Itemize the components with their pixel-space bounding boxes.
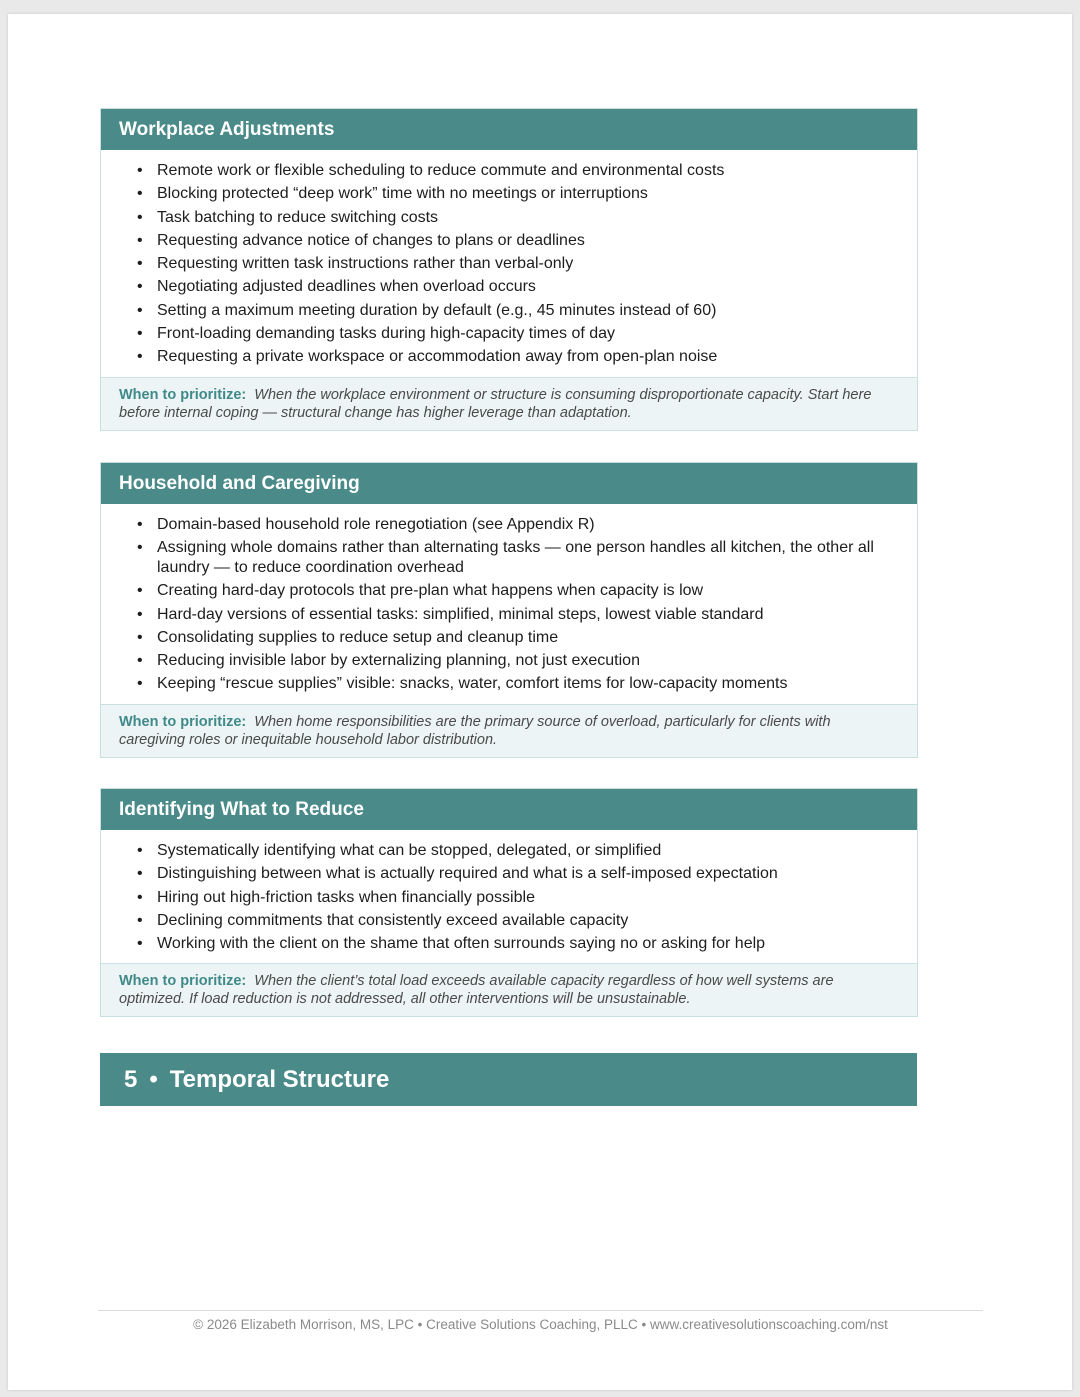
bullet-list [101, 830, 917, 963]
footer-divider [98, 1310, 983, 1311]
bullet-list [101, 150, 917, 377]
prioritize-note [101, 963, 917, 1016]
list-item-text: Consolidating supplies to reduce setup and cleanup time [157, 628, 559, 646]
bullet-icon: • [137, 516, 143, 533]
list-item [137, 345, 903, 368]
bullet-icon: • [137, 888, 143, 906]
section-number: 5 [124, 1066, 138, 1093]
list-item [137, 182, 903, 205]
bullet-icon: • [137, 628, 143, 646]
document-page [8, 14, 1072, 1390]
card-household-caregiving [100, 462, 918, 758]
prioritize-label: When to prioritize: [119, 973, 247, 990]
list-item-text: Distinguishing between what is actually required and what is a self-imposed expectation [157, 865, 778, 883]
bullet-icon: • [137, 935, 143, 953]
list-item [137, 322, 903, 345]
list-item-text: Systematically identifying what can be stopped, delegated, or simplified [157, 842, 662, 859]
list-item-text: Working with the client on the shame that often surrounds saying no or asking for help [157, 935, 766, 953]
list-item-text: Blocking protected “deep work” time with no meetings or interruptions [157, 185, 648, 203]
card-title: Identifying What to Reduce [101, 789, 917, 830]
list-item-text: Assigning whole domains rather than alternating tasks — one person handles all kitchen, the other all laundry — to reduce coordination overhead [157, 539, 874, 576]
list-item [137, 839, 903, 862]
list-item [137, 252, 903, 275]
bullet-icon: • [137, 278, 143, 296]
list-item [137, 579, 903, 602]
list-item [137, 603, 903, 626]
bullet-icon: • [137, 675, 143, 693]
bullet-icon: • [137, 325, 143, 343]
list-item-text: Setting a maximum meeting duration by default (e.g., 45 minutes instead of 60) [157, 301, 717, 319]
section-separator: • [149, 1066, 158, 1093]
card-workplace-adjustments [100, 108, 918, 431]
list-item-text: Task batching to reduce switching costs [157, 208, 439, 226]
prioritize-text: When the workplace environment or structure is consuming disproportionate capacity. Start here before internal coping — structural change has higher leverage than adaptation. [119, 386, 872, 421]
list-item [137, 626, 903, 649]
bullet-icon: • [137, 865, 143, 883]
card-identifying-what-to-reduce [100, 788, 918, 1017]
bullet-icon: • [137, 605, 143, 623]
list-item [137, 229, 903, 252]
bullet-list [101, 504, 917, 704]
section-title: Temporal Structure [169, 1066, 390, 1093]
list-item [137, 862, 903, 885]
prioritize-label: When to prioritize: [119, 713, 247, 730]
list-item-text: Domain-based household role renegotiation (see Appendix R) [157, 516, 595, 533]
bullet-icon: • [137, 348, 143, 366]
prioritize-note [101, 704, 917, 757]
list-item [137, 275, 903, 298]
bullet-icon: • [137, 231, 143, 249]
bullet-icon: • [137, 842, 143, 859]
bullet-icon: • [137, 208, 143, 226]
list-item-text: Front-loading demanding tasks during high-capacity times of day [157, 325, 616, 343]
list-item-text: Keeping “rescue supplies” visible: snacks, water, comfort items for low-capacity moments [157, 675, 788, 693]
bullet-icon: • [137, 652, 143, 670]
prioritize-text: When the client’s total load exceeds available capacity regardless of how well systems are optimized. If load reduction is not addressed, all other interventions will be unsustainable. [119, 973, 834, 1008]
list-item-text: Negotiating adjusted deadlines when overload occurs [157, 278, 536, 296]
bullet-icon: • [137, 539, 143, 557]
card-title: Household and Caregiving [101, 463, 917, 504]
prioritize-label: When to prioritize: [119, 386, 247, 403]
list-item [137, 536, 903, 579]
bullet-icon: • [137, 255, 143, 273]
list-item [137, 206, 903, 229]
footer-text: © 2026 Elizabeth Morrison, MS, LPC • Creative Solutions Coaching, PLLC • www.creativesolutionscoaching.com/nst [193, 1317, 888, 1332]
bullet-icon: • [137, 911, 143, 929]
list-item [137, 909, 903, 932]
card-title: Workplace Adjustments [101, 109, 917, 150]
bullet-icon: • [137, 301, 143, 319]
section-heading [100, 1053, 917, 1106]
prioritize-note [101, 377, 917, 430]
prioritize-text: When home responsibilities are the primary source of overload, particularly for clients with caregiving roles or inequitable household labor distribution. [119, 713, 831, 748]
list-item [137, 932, 903, 955]
list-item [137, 886, 903, 909]
list-item [137, 513, 903, 536]
list-item-text: Requesting written task instructions rather than verbal-only [157, 255, 574, 273]
list-item [137, 649, 903, 672]
list-item-text: Creating hard-day protocols that pre-plan what happens when capacity is low [157, 582, 704, 600]
bullet-icon: • [137, 185, 143, 203]
list-item-text: Requesting advance notice of changes to plans or deadlines [157, 231, 585, 249]
bullet-icon: • [137, 582, 143, 600]
list-item-text: Remote work or flexible scheduling to reduce commute and environmental costs [157, 162, 725, 179]
list-item-text: Reducing invisible labor by externalizing planning, not just execution [157, 652, 640, 670]
list-item-text: Requesting a private workspace or accommodation away from open-plan noise [157, 348, 718, 366]
bullet-icon: • [137, 162, 143, 179]
list-item-text: Hard-day versions of essential tasks: simplified, minimal steps, lowest viable standard [157, 605, 764, 623]
list-item [137, 159, 903, 182]
list-item [137, 299, 903, 322]
list-item [137, 672, 903, 695]
list-item-text: Hiring out high-friction tasks when financially possible [157, 888, 535, 906]
list-item-text: Declining commitments that consistently exceed available capacity [157, 911, 629, 929]
